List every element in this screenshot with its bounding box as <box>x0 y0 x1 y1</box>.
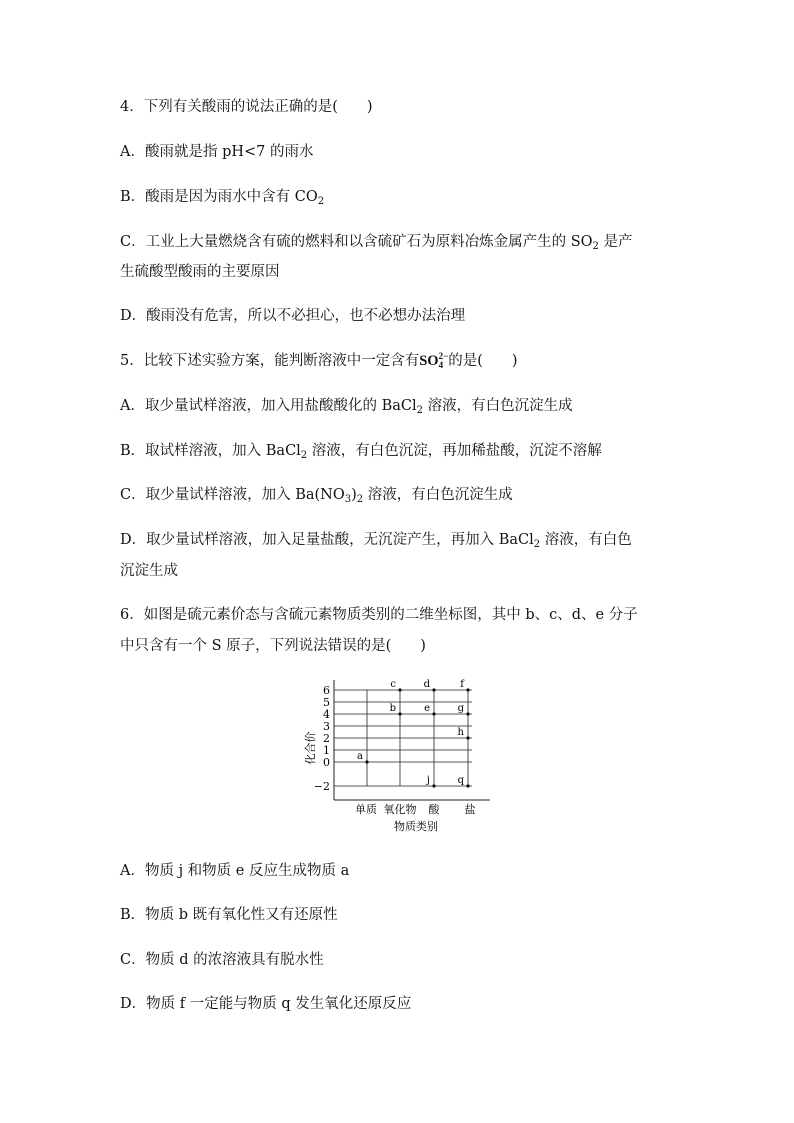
sulfur-valence-chart <box>300 676 500 836</box>
x-tick-label: 盐 <box>464 803 476 816</box>
q5-option-d-line2: 沉淀生成 <box>120 563 178 579</box>
point-label-b: b <box>389 703 396 714</box>
point-label-c: c <box>390 679 396 690</box>
chart-y-label: 化合价 <box>304 731 317 765</box>
point-label-e: e <box>424 703 430 714</box>
point-label-f: f <box>460 679 464 690</box>
q5-option-d: D．取少量试样溶液，加入足量盐酸，无沉淀产生，再加入 BaCl$_2$ 溶液，有白色 <box>120 532 632 550</box>
x-tick-label: 单质 <box>355 803 377 816</box>
chart-grid <box>334 690 472 786</box>
q4-option-a: A．酸雨就是指 pH<7 的雨水 <box>120 144 314 160</box>
q5-option-b: B．取试样溶液，加入 BaCl$_2$ 溶液，有白色沉淀，再加稀盐酸，沉淀不溶解 <box>120 443 602 461</box>
q5-option-c: C．取少量试样溶液，加入 $Ba(NO_3)_2$ 溶液，有白色沉淀生成 <box>120 487 513 505</box>
point-h <box>466 736 469 739</box>
y-tick-label: 5 <box>323 696 330 709</box>
point-c <box>398 688 401 691</box>
q6-option-a: A．物质 j 和物质 e 反应生成物质 a <box>120 863 350 879</box>
q4-option-c: C．工业上大量燃烧含有硫的燃料和以含硫矿石为原料冶炼金属产生的 $SO_2$ 是产 <box>120 234 633 252</box>
chart-points <box>357 679 470 788</box>
q4-option-d: D．酸雨没有危害，所以不必担心，也不必想办法治理 <box>120 308 466 324</box>
point-label-q: q <box>457 775 464 786</box>
q6-stem-line1: 6．如图是硫元素价态与含硫元素物质类别的二维坐标图，其中 b、c、d、e 分子 <box>120 607 638 623</box>
point-q <box>466 784 469 787</box>
sulfate-ion: SO 2− 4 <box>419 351 449 370</box>
point-label-a: a <box>357 751 363 762</box>
point-j <box>432 784 435 787</box>
q6-stem-line2: 中只含有一个 S 原子，下列说法错误的是( ) <box>120 638 426 654</box>
chart-x-label: 物质类别 <box>394 820 438 833</box>
point-d <box>432 688 435 691</box>
q5-option-a: A．取少量试样溶液，加入用盐酸酸化的 BaCl$_2$ 溶液，有白色沉淀生成 <box>120 398 573 416</box>
q6-option-d: D．物质 f 一定能与物质 q 发生氧化还原反应 <box>120 996 412 1012</box>
point-e <box>432 712 435 715</box>
point-label-g: g <box>457 703 464 714</box>
point-a <box>365 760 368 763</box>
y-tick-label: 0 <box>323 756 330 769</box>
q6-option-b: B．物质 b 既有氧化性又有还原性 <box>120 907 338 923</box>
point-g <box>466 712 469 715</box>
q5-stem: 5．比较下述实验方案，能判断溶液中一定含有SO 2− 4 的是( ) <box>120 351 518 370</box>
point-label-h: h <box>457 727 464 738</box>
y-tick-label: 4 <box>323 708 330 721</box>
x-tick-label: 酸 <box>428 803 440 816</box>
q4-option-b: B．酸雨是因为雨水中含有 $CO_2$ <box>120 189 325 207</box>
chart-axes <box>334 680 490 800</box>
q4-option-c-line2: 生硫酸型酸雨的主要原因 <box>120 264 280 280</box>
point-label-d: d <box>423 679 430 690</box>
y-tick-label: 2 <box>323 732 330 745</box>
y-tick-label: 6 <box>323 684 330 697</box>
q6-option-c: C．物质 d 的浓溶液具有脱水性 <box>120 952 324 968</box>
x-tick-label: 氧化物 <box>383 803 417 816</box>
point-b <box>398 712 401 715</box>
chart-x-ticks <box>355 802 476 816</box>
q4-stem: 4．下列有关酸雨的说法正确的是( ) <box>120 99 373 115</box>
y-tick-label: −2 <box>313 780 330 793</box>
y-tick-label: 1 <box>323 744 330 757</box>
point-f <box>466 688 469 691</box>
y-tick-label: 3 <box>323 720 330 733</box>
point-label-j: j <box>426 775 430 786</box>
